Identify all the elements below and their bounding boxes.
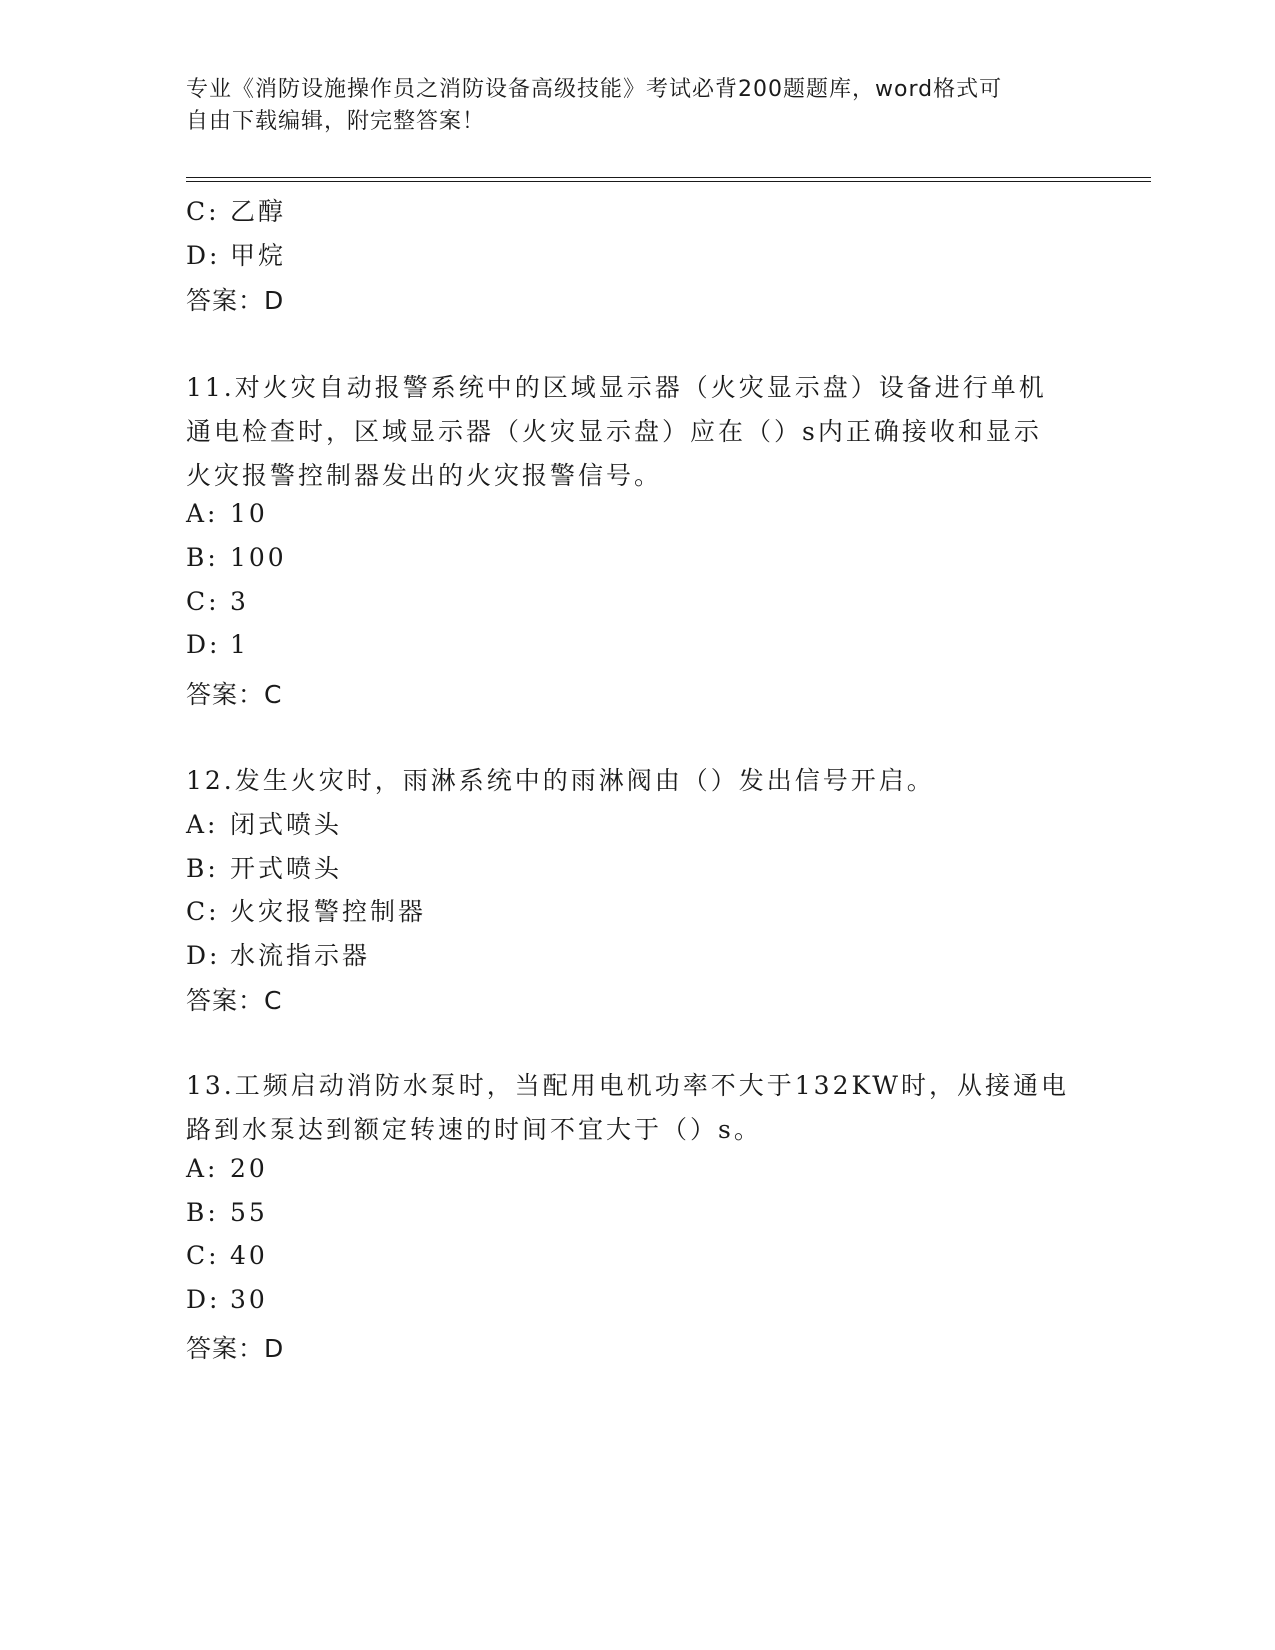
- option-letter: C:: [186, 897, 220, 926]
- answer-line: 答案：C: [186, 680, 283, 709]
- option-text: 20: [230, 1154, 268, 1183]
- question-11-line-2: 通电检查时，区域显示器（火灾显示盘）应在（）s内正确接收和显示: [186, 417, 1042, 446]
- option-letter: A:: [186, 810, 219, 839]
- option-letter: C:: [186, 587, 220, 616]
- option-a: [186, 1154, 268, 1183]
- option-text: 闭式喷头: [230, 810, 343, 839]
- question-13-line-2: 路到水泵达到额定转速的时间不宜大于（）s。: [186, 1115, 762, 1144]
- answer-line: 答案：C: [186, 986, 283, 1015]
- option-letter: D:: [186, 941, 221, 970]
- option-a: [186, 805, 342, 841]
- header-line-1: 专业《消防设施操作员之消防设备高级技能》考试必背200题题库，word格式可: [186, 77, 1003, 102]
- option-letter: A:: [186, 499, 219, 528]
- header-divider-top: [186, 177, 1151, 178]
- header-divider-bottom: [186, 181, 1151, 182]
- option-b: [186, 849, 342, 885]
- option-text: 1: [230, 630, 249, 659]
- option-b: [186, 543, 287, 572]
- question-12-line-1: 12.发生火灾时，雨淋系统中的雨淋阀由（）发出信号开启。: [186, 766, 935, 795]
- option-d: [186, 236, 286, 272]
- option-d: [186, 936, 370, 972]
- question-11-line-3: 火灾报警控制器发出的火灾报警信号。: [186, 461, 663, 490]
- option-text: 开式喷头: [230, 854, 343, 883]
- option-text: 30: [230, 1285, 268, 1314]
- option-letter: D:: [186, 630, 221, 659]
- option-letter: A:: [186, 1154, 219, 1183]
- option-letter: D:: [186, 241, 221, 270]
- option-text: 40: [230, 1241, 268, 1270]
- option-letter: B:: [186, 543, 219, 572]
- option-d: [186, 1285, 268, 1314]
- option-d: [186, 630, 249, 659]
- answer-line: 答案：D: [186, 1334, 285, 1363]
- option-text: 55: [230, 1198, 268, 1227]
- question-11-line-1: 11.对火灾自动报警系统中的区域显示器（火灾显示盘）设备进行单机: [186, 373, 1047, 402]
- option-letter: B:: [186, 1198, 219, 1227]
- option-a: [186, 499, 268, 528]
- option-text: 3: [230, 587, 249, 616]
- option-text: 火灾报警控制器: [230, 897, 427, 926]
- option-b: [186, 1198, 268, 1227]
- option-text: 甲烷: [230, 241, 287, 270]
- option-text: 乙醇: [230, 197, 287, 226]
- option-c: [186, 192, 286, 228]
- header-line-2: 自由下载编辑，附完整答案！: [186, 109, 486, 134]
- option-text: 100: [230, 543, 287, 572]
- option-c: [186, 892, 426, 928]
- answer-line: 答案：D: [186, 286, 285, 315]
- option-letter: C:: [186, 197, 220, 226]
- option-text: 10: [230, 499, 268, 528]
- option-text: 水流指示器: [230, 941, 371, 970]
- option-letter: C:: [186, 1241, 220, 1270]
- option-c: [186, 587, 249, 616]
- option-letter: D:: [186, 1285, 221, 1314]
- option-letter: B:: [186, 854, 219, 883]
- page-header: [186, 74, 1066, 138]
- option-c: [186, 1241, 268, 1270]
- question-13-line-1: 13.工频启动消防水泵时，当配用电机功率不大于132KW时，从接通电: [186, 1071, 1069, 1100]
